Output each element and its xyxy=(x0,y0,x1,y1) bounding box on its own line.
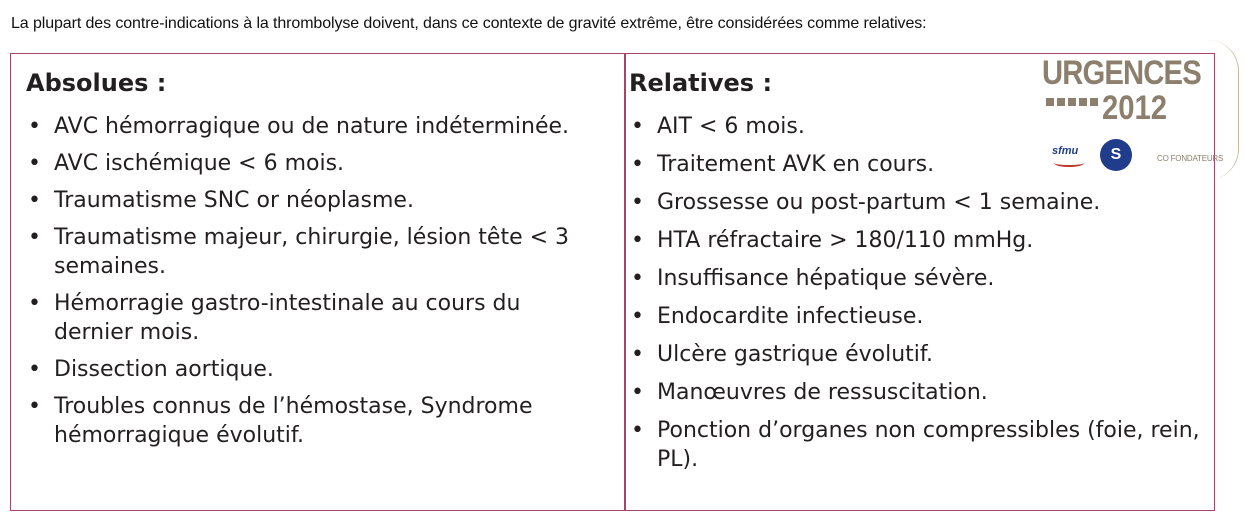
list-item: • Grossesse ou post-partum < 1 semaine. xyxy=(629,188,1209,217)
list-item: • Traumatisme majeur, chirurgie, lésion tête < 3 semaines. xyxy=(26,223,606,281)
logo-word: URGENCES xyxy=(1042,54,1201,92)
contraindications-table xyxy=(10,53,1215,511)
cofounders-label: CO FONDATEURS xyxy=(1157,154,1224,163)
list-item: • Troubles connus de l’hémostase, Syndrome hémorragique évolutif. xyxy=(26,392,606,450)
list-item: • Manœuvres de ressuscitation. xyxy=(629,378,1209,407)
list-item: • Dissection aortique. xyxy=(26,355,606,384)
absolues-heading: Absolues : xyxy=(26,69,167,97)
list-item: • Ponction d’organes non compressibles (foie, rein, PL). xyxy=(629,416,1209,474)
list-item: • Endocardite infectieuse. xyxy=(629,302,1209,331)
intro-text: La plupart des contre-indications à la thrombolyse doivent, dans ce contexte de gravité extrême, être considérées comme relatives: xyxy=(11,15,927,32)
absolues-list xyxy=(26,112,606,458)
sfmu-swoosh xyxy=(1054,159,1084,167)
logo-year: 2012 xyxy=(1102,89,1168,127)
list-item: • Traitement AVK en cours. xyxy=(629,150,1209,179)
sfmu-logo xyxy=(1052,145,1086,169)
list-item: • HTA réfractaire > 180/110 mmHg. xyxy=(629,226,1209,255)
list-item: • Insuffisance hépatique sévère. xyxy=(629,264,1209,293)
column-divider xyxy=(624,54,626,510)
list-item: • Ulcère gastrique évolutif. xyxy=(629,340,1209,369)
list-item: • AVC hémorragique ou de nature indéterminée. xyxy=(26,112,606,141)
list-item: • AVC ischémique < 6 mois. xyxy=(26,149,606,178)
logo-bars xyxy=(1046,98,1098,106)
sfmu-text: sfmu xyxy=(1052,145,1079,157)
urgences-2012-logo xyxy=(1040,32,1240,182)
list-item: • Traumatisme SNC or néoplasme. xyxy=(26,186,606,215)
relatives-heading: Relatives : xyxy=(629,69,773,97)
samu-logo: S xyxy=(1100,139,1132,171)
list-item: • Hémorragie gastro-intestinale au cours du dernier mois. xyxy=(26,289,606,347)
list-item: • AIT < 6 mois. xyxy=(629,112,1209,141)
